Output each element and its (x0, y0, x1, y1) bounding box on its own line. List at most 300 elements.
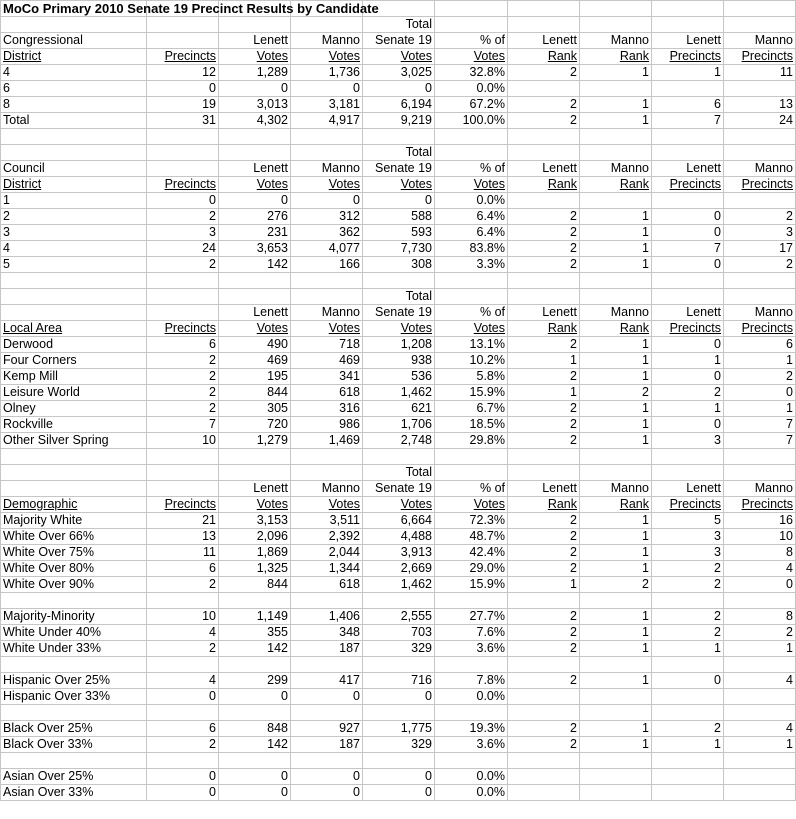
column-header[interactable]: Precincts (147, 497, 219, 513)
value-cell[interactable]: 588 (363, 209, 435, 225)
column-header[interactable]: Votes (219, 497, 291, 513)
header-cell[interactable]: Senate 19 (363, 161, 435, 177)
value-cell[interactable]: 1 (580, 545, 652, 561)
value-cell[interactable]: 0 (652, 257, 724, 273)
value-cell[interactable]: 4 (147, 673, 219, 689)
cell[interactable] (291, 657, 363, 673)
value-cell[interactable] (508, 689, 580, 705)
section-label-top[interactable]: Congressional (1, 33, 147, 49)
cell[interactable] (580, 657, 652, 673)
value-cell[interactable]: 1 (580, 721, 652, 737)
value-cell[interactable]: 848 (219, 721, 291, 737)
value-cell[interactable]: 305 (219, 401, 291, 417)
cell[interactable] (652, 273, 724, 289)
value-cell[interactable]: 4 (724, 721, 796, 737)
value-cell[interactable]: 0 (147, 689, 219, 705)
value-cell[interactable] (508, 785, 580, 801)
cell[interactable] (652, 1, 724, 17)
value-cell[interactable]: 0 (652, 417, 724, 433)
cell[interactable] (580, 1, 652, 17)
value-cell[interactable]: 7 (724, 433, 796, 449)
value-cell[interactable] (508, 769, 580, 785)
cell[interactable] (291, 593, 363, 609)
value-cell[interactable]: 4,077 (291, 241, 363, 257)
value-cell[interactable] (724, 81, 796, 97)
value-cell[interactable]: 3,153 (219, 513, 291, 529)
value-cell[interactable]: 1,469 (291, 433, 363, 449)
value-cell[interactable]: 1,775 (363, 721, 435, 737)
value-cell[interactable]: 0 (147, 769, 219, 785)
value-cell[interactable]: 618 (291, 577, 363, 593)
value-cell[interactable]: 6,664 (363, 513, 435, 529)
value-cell[interactable]: 4,488 (363, 529, 435, 545)
header-cell[interactable] (147, 161, 219, 177)
value-cell[interactable]: 718 (291, 337, 363, 353)
value-cell[interactable]: 3 (724, 225, 796, 241)
cell[interactable] (508, 129, 580, 145)
header-cell[interactable] (652, 289, 724, 305)
value-cell[interactable]: 1 (652, 353, 724, 369)
value-cell[interactable]: 2 (652, 721, 724, 737)
column-header[interactable]: Rank (580, 49, 652, 65)
value-cell[interactable]: 3,025 (363, 65, 435, 81)
value-cell[interactable]: 0 (652, 337, 724, 353)
value-cell[interactable]: 18.5% (435, 417, 508, 433)
value-cell[interactable]: 8 (724, 609, 796, 625)
value-cell[interactable]: 0 (291, 81, 363, 97)
header-cell[interactable]: % of (435, 33, 508, 49)
row-label[interactable]: Four Corners (1, 353, 147, 369)
value-cell[interactable]: 0 (652, 369, 724, 385)
value-cell[interactable]: 2 (724, 369, 796, 385)
value-cell[interactable]: 67.2% (435, 97, 508, 113)
value-cell[interactable]: 3.6% (435, 737, 508, 753)
header-cell[interactable] (1, 465, 147, 481)
value-cell[interactable]: 0 (291, 769, 363, 785)
value-cell[interactable]: 938 (363, 353, 435, 369)
value-cell[interactable]: 142 (219, 737, 291, 753)
value-cell[interactable]: 13 (724, 97, 796, 113)
cell[interactable] (1, 593, 147, 609)
value-cell[interactable]: 1 (508, 353, 580, 369)
value-cell[interactable]: 2 (508, 369, 580, 385)
value-cell[interactable]: 703 (363, 625, 435, 641)
header-cell[interactable]: Senate 19 (363, 33, 435, 49)
header-cell[interactable]: Manno (291, 33, 363, 49)
value-cell[interactable]: 1,279 (219, 433, 291, 449)
value-cell[interactable]: 7 (652, 113, 724, 129)
column-header[interactable]: Precincts (652, 177, 724, 193)
value-cell[interactable]: 24 (147, 241, 219, 257)
value-cell[interactable] (508, 193, 580, 209)
header-cell[interactable] (508, 465, 580, 481)
value-cell[interactable]: 2 (580, 577, 652, 593)
cell[interactable] (363, 129, 435, 145)
value-cell[interactable]: 2 (508, 721, 580, 737)
value-cell[interactable]: 3 (652, 545, 724, 561)
section-label[interactable]: District (1, 49, 147, 65)
cell[interactable] (219, 657, 291, 673)
value-cell[interactable]: 1,706 (363, 417, 435, 433)
value-cell[interactable]: 1 (508, 577, 580, 593)
value-cell[interactable]: 1 (580, 513, 652, 529)
column-header[interactable]: Precincts (652, 49, 724, 65)
value-cell[interactable]: 1,208 (363, 337, 435, 353)
value-cell[interactable]: 24 (724, 113, 796, 129)
header-cell[interactable] (147, 33, 219, 49)
header-cell[interactable]: Senate 19 (363, 481, 435, 497)
value-cell[interactable]: 2,669 (363, 561, 435, 577)
cell[interactable] (435, 129, 508, 145)
row-label[interactable]: 4 (1, 65, 147, 81)
value-cell[interactable]: 0 (291, 785, 363, 801)
value-cell[interactable]: 1 (580, 433, 652, 449)
value-cell[interactable]: 1,289 (219, 65, 291, 81)
value-cell[interactable]: 0 (652, 209, 724, 225)
cell[interactable] (435, 705, 508, 721)
value-cell[interactable]: 2 (652, 625, 724, 641)
cell[interactable] (580, 129, 652, 145)
value-cell[interactable]: 2 (508, 609, 580, 625)
value-cell[interactable]: 417 (291, 673, 363, 689)
header-cell[interactable] (724, 17, 796, 33)
row-label[interactable]: Asian Over 33% (1, 785, 147, 801)
value-cell[interactable]: 29.8% (435, 433, 508, 449)
value-cell[interactable]: 2 (724, 625, 796, 641)
header-cell[interactable] (291, 465, 363, 481)
value-cell[interactable]: 716 (363, 673, 435, 689)
cell[interactable] (508, 273, 580, 289)
cell[interactable] (147, 273, 219, 289)
column-header[interactable]: Precincts (147, 321, 219, 337)
value-cell[interactable]: 0.0% (435, 81, 508, 97)
column-header[interactable]: Precincts (652, 497, 724, 513)
header-cell[interactable] (652, 17, 724, 33)
header-cell[interactable]: Total (363, 289, 435, 305)
cell[interactable] (652, 657, 724, 673)
value-cell[interactable]: 2 (508, 401, 580, 417)
cell[interactable] (580, 273, 652, 289)
value-cell[interactable]: 2 (508, 209, 580, 225)
value-cell[interactable]: 21 (147, 513, 219, 529)
value-cell[interactable]: 1 (580, 641, 652, 657)
value-cell[interactable]: 2,392 (291, 529, 363, 545)
value-cell[interactable]: 1 (652, 737, 724, 753)
cell[interactable] (435, 593, 508, 609)
value-cell[interactable]: 2 (147, 577, 219, 593)
value-cell[interactable]: 7.8% (435, 673, 508, 689)
value-cell[interactable]: 844 (219, 385, 291, 401)
section-label-top[interactable] (1, 481, 147, 497)
row-label[interactable]: Other Silver Spring (1, 433, 147, 449)
cell[interactable] (147, 657, 219, 673)
cell[interactable] (219, 273, 291, 289)
header-cell[interactable]: Lenett (219, 305, 291, 321)
value-cell[interactable]: 0 (652, 225, 724, 241)
value-cell[interactable]: 2 (147, 737, 219, 753)
header-cell[interactable] (435, 145, 508, 161)
header-cell[interactable]: Manno (580, 481, 652, 497)
header-cell[interactable]: Manno (724, 481, 796, 497)
cell[interactable] (363, 753, 435, 769)
value-cell[interactable]: 0 (363, 689, 435, 705)
value-cell[interactable]: 29.0% (435, 561, 508, 577)
value-cell[interactable]: 0 (219, 769, 291, 785)
value-cell[interactable]: 0 (147, 81, 219, 97)
cell[interactable] (580, 449, 652, 465)
value-cell[interactable]: 2 (508, 257, 580, 273)
value-cell[interactable]: 166 (291, 257, 363, 273)
header-cell[interactable]: Total (363, 17, 435, 33)
value-cell[interactable]: 2,044 (291, 545, 363, 561)
header-cell[interactable]: Lenett (219, 161, 291, 177)
value-cell[interactable]: 276 (219, 209, 291, 225)
value-cell[interactable]: 2 (508, 561, 580, 577)
cell[interactable] (1, 129, 147, 145)
header-cell[interactable] (580, 145, 652, 161)
header-cell[interactable] (508, 145, 580, 161)
value-cell[interactable]: 9,219 (363, 113, 435, 129)
column-header[interactable]: Precincts (652, 321, 724, 337)
value-cell[interactable] (652, 689, 724, 705)
value-cell[interactable]: 2 (508, 545, 580, 561)
header-cell[interactable] (724, 289, 796, 305)
value-cell[interactable]: 17 (724, 241, 796, 257)
value-cell[interactable] (652, 193, 724, 209)
column-header[interactable]: Votes (291, 49, 363, 65)
value-cell[interactable]: 6.7% (435, 401, 508, 417)
value-cell[interactable]: 4,302 (219, 113, 291, 129)
value-cell[interactable]: 1,736 (291, 65, 363, 81)
cell[interactable] (435, 753, 508, 769)
cell[interactable] (291, 705, 363, 721)
header-cell[interactable] (291, 145, 363, 161)
value-cell[interactable]: 1,869 (219, 545, 291, 561)
value-cell[interactable]: 1 (580, 737, 652, 753)
value-cell[interactable]: 362 (291, 225, 363, 241)
value-cell[interactable]: 2 (508, 529, 580, 545)
value-cell[interactable]: 32.8% (435, 65, 508, 81)
column-header[interactable]: Votes (291, 177, 363, 193)
value-cell[interactable]: 2 (147, 641, 219, 657)
value-cell[interactable]: 1 (580, 401, 652, 417)
cell[interactable] (652, 753, 724, 769)
value-cell[interactable]: 1 (580, 529, 652, 545)
header-cell[interactable] (508, 17, 580, 33)
column-header[interactable]: Rank (508, 321, 580, 337)
cell[interactable] (652, 593, 724, 609)
value-cell[interactable]: 1,325 (219, 561, 291, 577)
cell[interactable] (147, 753, 219, 769)
row-label[interactable]: White Over 90% (1, 577, 147, 593)
value-cell[interactable]: 0 (291, 689, 363, 705)
header-cell[interactable] (219, 17, 291, 33)
value-cell[interactable]: 0.0% (435, 785, 508, 801)
sheet-title[interactable]: MoCo Primary 2010 Senate 19 Precinct Results by Candidate (1, 1, 147, 17)
cell[interactable] (363, 657, 435, 673)
column-header[interactable]: Rank (580, 497, 652, 513)
value-cell[interactable]: 0 (147, 785, 219, 801)
cell[interactable] (508, 657, 580, 673)
value-cell[interactable]: 10 (724, 529, 796, 545)
cell[interactable] (291, 273, 363, 289)
value-cell[interactable]: 2 (147, 401, 219, 417)
column-header[interactable]: Precincts (724, 177, 796, 193)
value-cell[interactable]: 2 (147, 353, 219, 369)
value-cell[interactable]: 1 (580, 209, 652, 225)
header-cell[interactable] (580, 465, 652, 481)
cell[interactable] (724, 705, 796, 721)
value-cell[interactable]: 2 (580, 385, 652, 401)
cell[interactable] (724, 593, 796, 609)
cell[interactable] (147, 449, 219, 465)
value-cell[interactable] (580, 193, 652, 209)
value-cell[interactable]: 48.7% (435, 529, 508, 545)
value-cell[interactable] (724, 193, 796, 209)
cell[interactable] (147, 705, 219, 721)
header-cell[interactable] (147, 145, 219, 161)
value-cell[interactable]: 16 (724, 513, 796, 529)
row-label[interactable]: Rockville (1, 417, 147, 433)
cell[interactable] (147, 593, 219, 609)
header-cell[interactable]: Manno (580, 33, 652, 49)
value-cell[interactable]: 187 (291, 641, 363, 657)
value-cell[interactable]: 2 (724, 209, 796, 225)
header-cell[interactable]: Lenett (508, 161, 580, 177)
value-cell[interactable]: 986 (291, 417, 363, 433)
value-cell[interactable]: 348 (291, 625, 363, 641)
value-cell[interactable]: 2,555 (363, 609, 435, 625)
value-cell[interactable]: 0 (147, 193, 219, 209)
cell[interactable] (1, 449, 147, 465)
value-cell[interactable]: 7.6% (435, 625, 508, 641)
value-cell[interactable]: 0 (652, 673, 724, 689)
section-label[interactable]: Local Area (1, 321, 147, 337)
cell[interactable] (435, 449, 508, 465)
value-cell[interactable]: 0 (219, 785, 291, 801)
value-cell[interactable] (580, 769, 652, 785)
column-header[interactable]: Votes (435, 321, 508, 337)
header-cell[interactable] (147, 289, 219, 305)
header-cell[interactable] (219, 465, 291, 481)
cell[interactable] (291, 753, 363, 769)
value-cell[interactable]: 19.3% (435, 721, 508, 737)
value-cell[interactable]: 3 (652, 529, 724, 545)
cell[interactable] (219, 593, 291, 609)
row-label[interactable]: 3 (1, 225, 147, 241)
column-header[interactable]: Rank (508, 49, 580, 65)
header-cell[interactable] (1, 289, 147, 305)
value-cell[interactable]: 2 (508, 625, 580, 641)
value-cell[interactable]: 42.4% (435, 545, 508, 561)
value-cell[interactable]: 4 (724, 673, 796, 689)
value-cell[interactable]: 308 (363, 257, 435, 273)
value-cell[interactable]: 3.6% (435, 641, 508, 657)
value-cell[interactable]: 1 (580, 65, 652, 81)
column-header[interactable]: Precincts (147, 49, 219, 65)
section-label-top[interactable] (1, 305, 147, 321)
header-cell[interactable]: Manno (291, 305, 363, 321)
value-cell[interactable]: 1 (724, 401, 796, 417)
cell[interactable] (508, 1, 580, 17)
value-cell[interactable]: 2 (508, 97, 580, 113)
value-cell[interactable] (724, 769, 796, 785)
value-cell[interactable]: 3 (147, 225, 219, 241)
value-cell[interactable]: 1 (580, 353, 652, 369)
cell[interactable] (435, 657, 508, 673)
header-cell[interactable] (652, 145, 724, 161)
value-cell[interactable]: 142 (219, 641, 291, 657)
column-header[interactable]: Rank (508, 497, 580, 513)
cell[interactable] (219, 449, 291, 465)
cell[interactable] (724, 449, 796, 465)
value-cell[interactable]: 0 (219, 193, 291, 209)
column-header[interactable]: Votes (363, 49, 435, 65)
header-cell[interactable]: % of (435, 161, 508, 177)
column-header[interactable]: Votes (219, 321, 291, 337)
header-cell[interactable]: Lenett (652, 161, 724, 177)
value-cell[interactable]: 0 (363, 785, 435, 801)
column-header[interactable]: Precincts (147, 177, 219, 193)
header-cell[interactable] (291, 289, 363, 305)
header-cell[interactable]: Manno (724, 305, 796, 321)
cell[interactable] (1, 657, 147, 673)
value-cell[interactable]: 1 (652, 65, 724, 81)
header-cell[interactable]: Lenett (508, 481, 580, 497)
value-cell[interactable]: 2 (508, 337, 580, 353)
value-cell[interactable]: 0 (363, 769, 435, 785)
value-cell[interactable]: 3.3% (435, 257, 508, 273)
value-cell[interactable]: 7 (147, 417, 219, 433)
value-cell[interactable]: 7 (724, 417, 796, 433)
value-cell[interactable]: 2 (508, 225, 580, 241)
row-label[interactable]: Hispanic Over 33% (1, 689, 147, 705)
row-label[interactable]: 8 (1, 97, 147, 113)
row-label[interactable]: Total (1, 113, 147, 129)
cell[interactable] (652, 705, 724, 721)
value-cell[interactable] (580, 689, 652, 705)
header-cell[interactable] (147, 305, 219, 321)
row-label[interactable]: 4 (1, 241, 147, 257)
row-label[interactable]: Asian Over 25% (1, 769, 147, 785)
value-cell[interactable]: 12 (147, 65, 219, 81)
value-cell[interactable]: 1 (580, 561, 652, 577)
value-cell[interactable] (580, 81, 652, 97)
header-cell[interactable]: Lenett (219, 481, 291, 497)
value-cell[interactable]: 4 (147, 625, 219, 641)
value-cell[interactable]: 329 (363, 641, 435, 657)
value-cell[interactable]: 2 (147, 369, 219, 385)
value-cell[interactable]: 3,913 (363, 545, 435, 561)
value-cell[interactable]: 3,181 (291, 97, 363, 113)
column-header[interactable]: Votes (363, 177, 435, 193)
value-cell[interactable]: 618 (291, 385, 363, 401)
value-cell[interactable]: 7,730 (363, 241, 435, 257)
value-cell[interactable]: 5.8% (435, 369, 508, 385)
value-cell[interactable]: 1,462 (363, 577, 435, 593)
row-label[interactable]: 1 (1, 193, 147, 209)
row-label[interactable]: Black Over 25% (1, 721, 147, 737)
column-header[interactable]: Votes (363, 321, 435, 337)
value-cell[interactable]: 0 (291, 193, 363, 209)
column-header[interactable]: Rank (508, 177, 580, 193)
cell[interactable] (219, 705, 291, 721)
value-cell[interactable]: 13 (147, 529, 219, 545)
cell[interactable] (724, 753, 796, 769)
cell[interactable] (724, 129, 796, 145)
value-cell[interactable]: 0 (724, 385, 796, 401)
value-cell[interactable]: 1 (508, 385, 580, 401)
